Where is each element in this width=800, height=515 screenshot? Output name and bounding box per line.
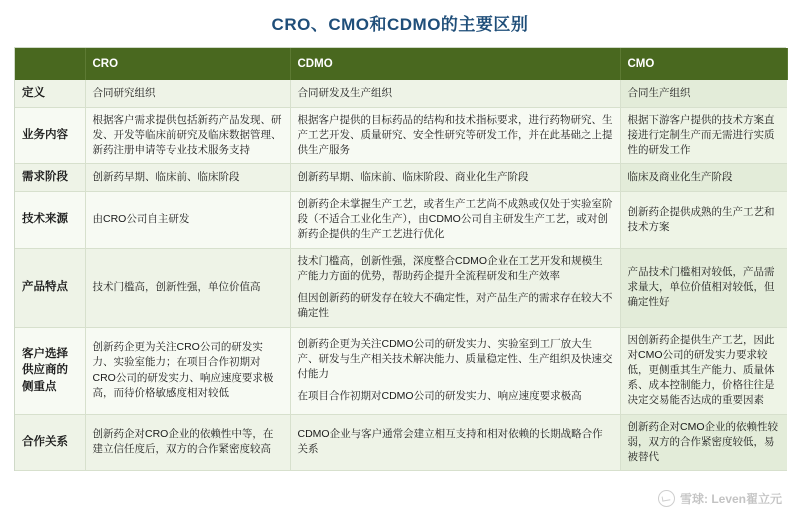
cell-cmo <box>620 192 787 249</box>
cell-cro <box>85 164 290 192</box>
cell-paragraph: 合同研发及生产组织 <box>297 86 392 99</box>
table-header <box>15 48 787 80</box>
cell-cmo <box>620 164 787 192</box>
cell-cdmo <box>290 192 620 249</box>
cell-paragraph: 创新药企更为关注CDMO公司的研发实力、实验室到工厂放大生产、研发与生产相关技术解决能力、质量稳定性、生产组织及快速交付能力 <box>297 337 613 381</box>
table-row <box>15 164 787 192</box>
cell-paragraph: 根据下游客户提供的技术方案直接进行定制生产而无需进行实质性的研发工作 <box>627 113 775 157</box>
cell-paragraph: 创新药早期、临床前、临床阶段、商业化生产阶段 <box>297 171 529 184</box>
cell-paragraph: CDMO企业与客户通常会建立相互支持和相对依赖的长期战略合作关系 <box>297 428 603 456</box>
cell-paragraph: 创新药企未掌握生产工艺，或者生产工艺尚不成熟或仅处于实验室阶段（不适合工业化生产），由CDMO公司自主研发生产工艺，或对创新药企提供的生产工艺进行优化 <box>297 198 613 241</box>
column-header-blank <box>15 48 85 80</box>
cell-paragraph: 因创新药企提供生产工艺，因此对CMO公司的研发实力要求较低，更侧重其生产能力、质量体系、成本控制能力，价格往往是决定交易能否达成的重要因素 <box>627 333 775 407</box>
comparison-table <box>15 48 788 471</box>
cell-cmo <box>620 414 787 471</box>
cell-paragraph: 创新药企对CRO企业的依赖性中等，在建立信任度后，双方的合作紧密度较高 <box>92 428 274 456</box>
cell-cro <box>85 192 290 249</box>
cell-cro <box>85 80 290 107</box>
cell-paragraph: 技术门槛高，创新性强，深度整合CDMO企业在工艺开发和规模生产能力方面的优势，帮助药企提升全流程研发和生产效率 <box>297 254 603 282</box>
cell-cmo <box>620 248 787 327</box>
cell-cdmo <box>290 414 620 471</box>
cell-paragraph: 但因创新药的研发存在较大不确定性，对产品生产的需求存在较大不确定性 <box>297 292 613 320</box>
cell-paragraph: 创新药企提供成熟的生产工艺和技术方案 <box>627 205 775 233</box>
cell-cro <box>85 107 290 164</box>
cell-paragraph: 在项目合作初期对CDMO公司的研发实力、响应速度要求极高 <box>297 390 582 403</box>
cell-paragraph: 临床及商业化生产阶段 <box>627 171 733 184</box>
table-row <box>15 248 787 327</box>
table-row <box>15 327 787 414</box>
row-label: 技术来源 <box>15 192 85 249</box>
cell-paragraph: 创新药企对CMO企业的依赖性较弱，双方的合作紧密度较低，易被替代 <box>627 420 778 464</box>
table-row <box>15 80 787 107</box>
cell-cmo <box>620 327 787 414</box>
row-label: 合作关系 <box>15 414 85 471</box>
table-row <box>15 414 787 471</box>
check-circle-icon <box>658 490 675 507</box>
table-row <box>15 192 787 249</box>
cell-cdmo <box>290 327 620 414</box>
cell-paragraph: 创新药企更为关注CRO公司的研发实力、实验室能力；在项目合作初期对CRO公司的研发实力、响应速度要求极高，而待价格敏感度相对较低 <box>92 341 274 399</box>
cell-paragraph: 产品技术门槛相对较低，产品需求量大，单位价值相对较低，但确定性好 <box>627 265 775 309</box>
row-label: 业务内容 <box>15 107 85 164</box>
column-header-cmo: CMO <box>620 48 787 80</box>
cell-paragraph: 由CRO公司自主研发 <box>92 213 190 226</box>
cell-cro <box>85 414 290 471</box>
cell-cro <box>85 327 290 414</box>
column-header-cdmo: CDMO <box>290 48 620 80</box>
cell-cdmo <box>290 164 620 192</box>
watermark <box>658 490 782 507</box>
cell-cro <box>85 248 290 327</box>
column-header-cro: CRO <box>85 48 290 80</box>
page-title: CRO、CMO和CDMO的主要区别 <box>271 15 529 34</box>
cell-paragraph: 合同生产组织 <box>627 86 691 99</box>
cell-cdmo <box>290 248 620 327</box>
row-label: 产品特点 <box>15 248 85 327</box>
row-label: 客户选择供应商的侧重点 <box>15 327 85 414</box>
cell-cmo <box>620 107 787 164</box>
watermark-text: 雪球: Leven翟立元 <box>679 492 782 506</box>
table-body <box>15 80 787 471</box>
table-header-row <box>15 48 787 80</box>
cell-paragraph: 技术门槛高，创新性强，单位价值高 <box>92 280 261 293</box>
cell-cmo <box>620 80 787 107</box>
cell-paragraph: 创新药早期、临床前、临床阶段 <box>92 171 240 184</box>
cell-cdmo <box>290 107 620 164</box>
row-label: 需求阶段 <box>15 164 85 192</box>
cell-paragraph: 合同研究组织 <box>92 86 156 99</box>
comparison-table-container <box>14 47 786 471</box>
cell-cdmo <box>290 80 620 107</box>
table-row <box>15 107 787 164</box>
cell-paragraph: 根据客户提供的目标药品的结构和技术指标要求，进行药物研究、生产工艺开发、质量研究、安全性研究等研发工作，并在此基础之上提供生产服务 <box>297 113 613 157</box>
row-label: 定义 <box>15 80 85 107</box>
cell-paragraph: 根据客户需求提供包括新药产品发现、研发、开发等临床前研究及临床数据管理、新药注册申请等专业技术服务支持 <box>92 113 282 157</box>
